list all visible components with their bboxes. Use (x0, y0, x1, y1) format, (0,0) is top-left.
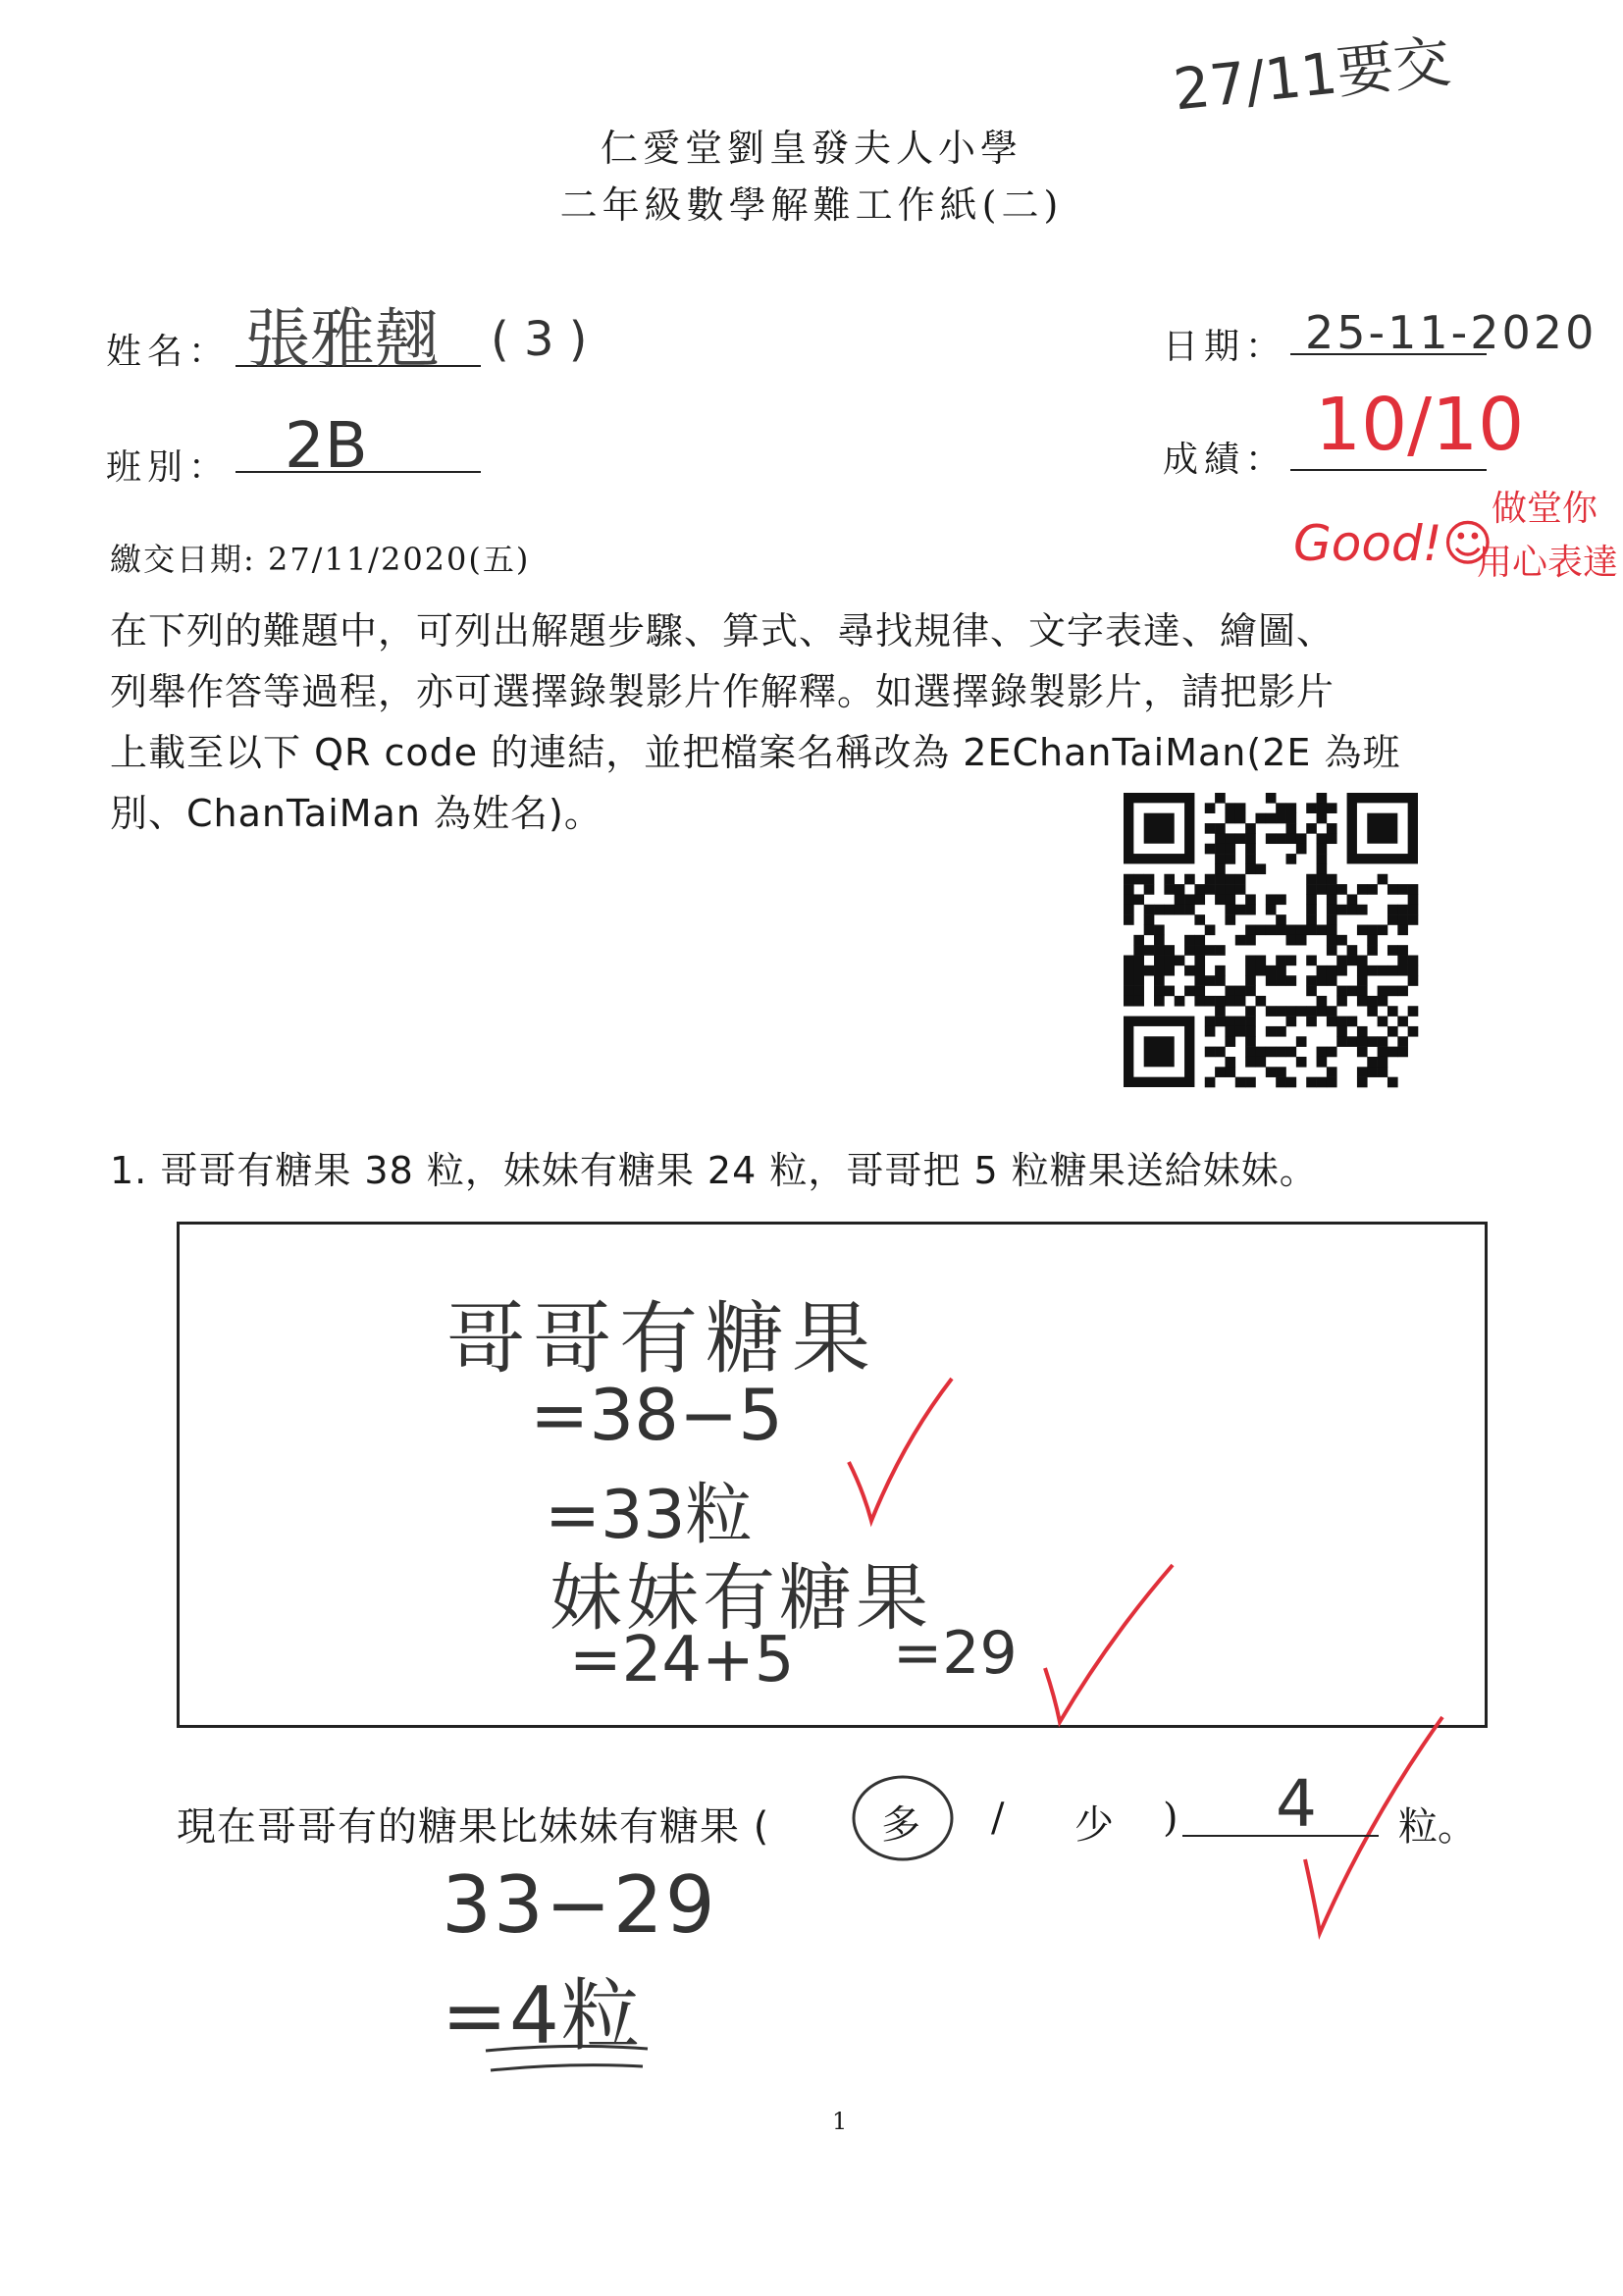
check-mark-icon (844, 1374, 962, 1531)
instructions-line-3: 上載至以下 QR code 的連結，並把檔案名稱改為 2EChanTaiMan(2E 為班 (110, 731, 1401, 774)
work-line-3: =33粒 (545, 1477, 753, 1554)
worksheet-title: 二年級數學解難工作紙(二) (559, 183, 1064, 227)
work-line-4: 妹妹有糖果 (550, 1556, 932, 1641)
work-line-1: 哥哥有糖果 (446, 1293, 878, 1384)
answer-value: 4 (1276, 1766, 1317, 1842)
instructions-line-2: 列舉作答等過程，亦可選擇錄製影片作解釋。如選擇錄製影片，請把影片 (110, 670, 1335, 713)
school-name: 仁愛堂劉皇發夫人小學 (600, 127, 1022, 170)
name-value: 張雅翹 (245, 301, 440, 377)
instructions-line-1: 在下列的難題中，可列出解題步驟、算式、尋找規律、文字表達、繪圖、 (110, 609, 1335, 652)
option-more: 多 (881, 1802, 920, 1848)
answer-underline (481, 2041, 657, 2080)
qr-code[interactable] (1124, 793, 1418, 1087)
work-line-2: =38−5 (530, 1374, 784, 1456)
answer-unit: 粒。 (1398, 1804, 1477, 1850)
score-label: 成績： (1163, 440, 1287, 480)
class-number: ( 3 ) (491, 312, 588, 367)
class-label: 班別： (106, 447, 231, 488)
page-number: 1 (832, 2108, 848, 2135)
teacher-comment-good: Good!☺ (1293, 515, 1493, 572)
option-slash: / (991, 1796, 1005, 1841)
class-value: 2B (285, 410, 368, 483)
work-line-5: =24+5 (569, 1624, 795, 1696)
calc-line-2: =4粒 (442, 1970, 642, 2061)
option-less: 少 (1074, 1802, 1114, 1848)
score-line (1290, 469, 1487, 471)
question-1-text: 1. 哥哥有糖果 38 粒，妹妹有糖果 24 粒，哥哥把 5 粒糖果送給妹妹。 (110, 1149, 1318, 1192)
answer-prefix: 現在哥哥有的糖果比妹妹有糖果 ( (177, 1804, 770, 1850)
date-label: 日期： (1163, 327, 1287, 367)
answer-close: ) (1163, 1796, 1178, 1841)
name-label: 姓名： (106, 332, 231, 372)
instructions-line-4: 別、ChanTaiMan 為姓名)。 (110, 792, 602, 835)
score-value: 10/10 (1315, 383, 1525, 467)
circle-mark (849, 1771, 957, 1864)
handwritten-due-note: 27/11要交 (1170, 27, 1454, 124)
date-value: 25-11-2020 (1305, 306, 1597, 359)
teacher-comment-line1: 做堂你 (1492, 489, 1598, 529)
calc-line-1: 33−29 (442, 1859, 717, 1951)
work-line-6: =29 (893, 1619, 1018, 1688)
due-date: 繳交日期: 27/11/2020(五) (110, 541, 531, 578)
teacher-comment-line2: 用心表達 (1477, 543, 1619, 583)
check-mark-icon (1040, 1560, 1178, 1727)
